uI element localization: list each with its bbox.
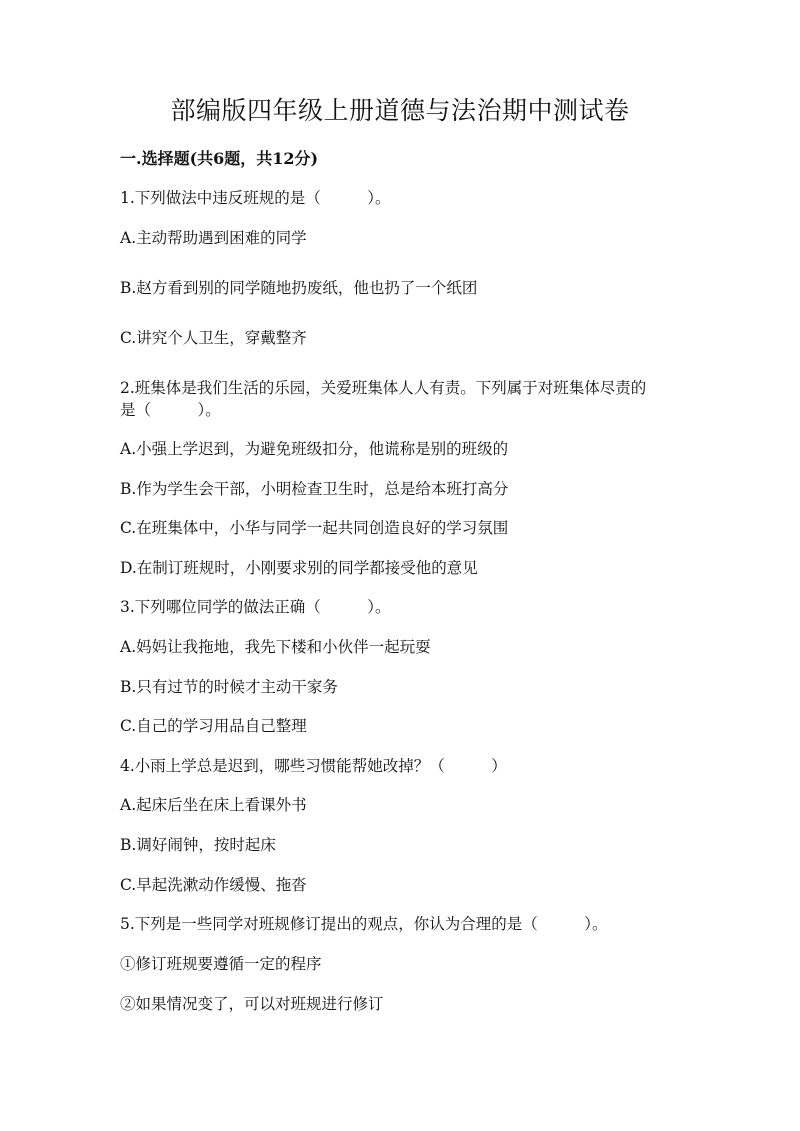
question-1-option-a: A.主动帮助遇到困难的同学: [120, 229, 307, 247]
question-1-option-c: C.讲究个人卫生，穿戴整齐: [120, 329, 307, 347]
question-5-statement-1: ①修订班规要遵循一定的程序: [120, 955, 322, 973]
question-2-option-a: A.小强上学迟到，为避免班级扣分，他谎称是别的班级的: [120, 440, 509, 458]
question-5-statement-2: ②如果情况变了，可以对班规进行修订: [120, 995, 384, 1013]
question-4-stem: 4.小雨上学总是迟到，哪些习惯能帮她改掉？（ ）: [120, 757, 507, 775]
question-4-option-b: B.调好闹钟，按时起床: [120, 836, 276, 854]
question-2-stem-line-1: 2.班集体是我们生活的乐园，关爱班集体人人有责。下列属于对班集体尽责的: [120, 379, 647, 397]
question-2-stem-line-2: 是（ ）。: [120, 401, 221, 419]
question-3-option-b: B.只有过节的时候才主动干家务: [120, 678, 338, 696]
question-1-option-b: B.赵方看到别的同学随地扔废纸，他也扔了一个纸团: [120, 279, 478, 297]
section-heading: 一.选择题(共6题，共12分): [120, 149, 319, 168]
question-4-option-a: A.起床后坐在床上看课外书: [120, 796, 307, 814]
question-3-option-a: A.妈妈让我拖地，我先下楼和小伙伴一起玩耍: [120, 638, 431, 656]
question-1-stem: 1.下列做法中违反班规的是（ ）。: [120, 189, 391, 207]
question-3-stem: 3.下列哪位同学的做法正确（ ）。: [120, 598, 391, 616]
question-2-option-b: B.作为学生会干部，小明检查卫生时，总是给本班打高分: [120, 480, 509, 498]
question-5-stem: 5.下列是一些同学对班规修订提出的观点，你认为合理的是（ ）。: [120, 915, 608, 933]
question-2-option-d: D.在制订班规时，小刚要求别的同学都接受他的意见: [120, 559, 478, 577]
question-4-option-c: C.早起洗漱动作缓慢、拖沓: [120, 876, 307, 894]
question-3-option-c: C.自己的学习用品自己整理: [120, 717, 307, 735]
question-2-option-c: C.在班集体中，小华与同学一起共同创造良好的学习氛围: [120, 519, 509, 537]
page-title: 部编版四年级上册道德与法治期中测试卷: [170, 96, 630, 125]
